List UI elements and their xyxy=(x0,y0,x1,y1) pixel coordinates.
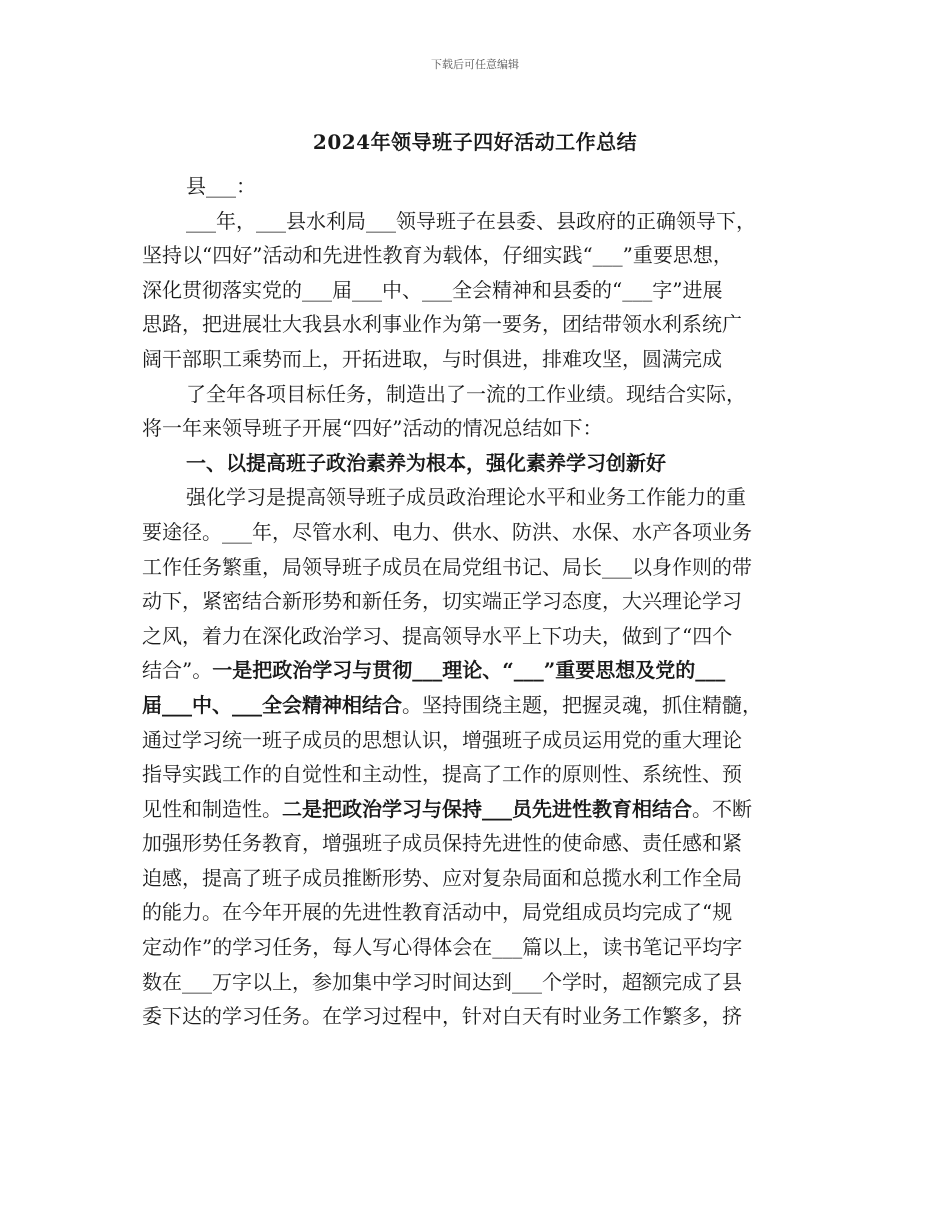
paragraph-line: 委下达的学习任务。在学习过程中，针对白天有时业务工作繁多，挤 xyxy=(142,1004,742,1029)
paragraph-line: 思路，把进展壮大我县水利事业作为第一要务，团结带领水利系统广 xyxy=(142,312,742,337)
paragraph-line: 强化学习是提高领导班子成员政治理论水平和业务工作能力的重 xyxy=(186,485,746,510)
paragraph-line: 动下，紧密结合新形势和新任务，切实端正学习态度，大兴理论学习 xyxy=(142,589,742,614)
paragraph-line: 坚持以“四好”活动和先进性教育为载体，仔细实践“___”重要思想， xyxy=(142,243,733,268)
header-note: 下载后可任意编辑 xyxy=(431,58,519,71)
paragraph-line xyxy=(142,688,822,723)
paragraph-line: ___年，___县水利局___领导班子在县委、县政府的正确领导下， xyxy=(186,208,756,233)
plain-text: 见性和制造性。 xyxy=(142,796,282,821)
salutation: 县___： xyxy=(186,174,256,198)
document-body xyxy=(142,169,822,1034)
section-heading-1: 一、以提高班子政治素养为根本，强化素养学习创新好 xyxy=(186,450,666,475)
plain-text: 结合”。 xyxy=(142,658,213,683)
paragraph-line: 数在___万字以上，参加集中学习时间达到___个学时，超额完成了县 xyxy=(142,969,742,994)
paragraph-line: 深化贯彻落实党的___届___中、___全会精神和县委的“___字”进展 xyxy=(142,277,723,302)
paragraph-line: 了全年各项目标任务，制造出了一流的工作业绩。现结合实际， xyxy=(186,381,746,406)
paragraph-line: 加强形势任务教育，增强班子成员保持先进性的使命感、责任感和紧 xyxy=(142,831,742,856)
paragraph-line: 指导实践工作的自觉性和主动性，提高了工作的原则性、系统性、预 xyxy=(142,762,742,787)
paragraph-line: 之风，着力在深化政治学习、提高领导水平上下功夫，做到了“四个 xyxy=(142,623,733,648)
paragraph-line xyxy=(142,653,822,688)
paragraph-line: 通过学习统一班子成员的思想认识，增强班子成员运用党的重大理论 xyxy=(142,727,742,752)
paragraph-line: 将一年来领导班子开展“四好”活动的情况总结如下： xyxy=(142,416,603,441)
plain-text: 。不断 xyxy=(692,796,752,821)
plain-text: 。坚持围绕主题，把握灵魂，抓住精髓， xyxy=(402,692,762,717)
bold-point-1: 一是把政治学习与贯彻___理论、“___”重要思想及党的___ xyxy=(212,658,726,683)
paragraph-line: 定动作”的学习任务，每人写心得体会在___篇以上，读书笔记平均字 xyxy=(142,935,743,960)
bold-point-1-cont: 届___中、___全会精神相结合 xyxy=(142,692,402,717)
document-title: 2024年领导班子四好活动工作总结 xyxy=(312,130,638,154)
paragraph-line: 迫感，提高了班子成员推断形势、应对复杂局面和总揽水利工作全局 xyxy=(142,865,742,890)
paragraph-line: 工作任务繁重，局领导班子成员在局党组书记、局长___以身作则的带 xyxy=(142,554,752,579)
bold-point-2: 二是把政治学习与保持___员先进性教育相结合 xyxy=(282,796,692,821)
paragraph-line: 要途径。___年，尽管水利、电力、供水、防洪、水保、水产各项业务 xyxy=(142,519,752,544)
paragraph-line: 的能力。在今年开展的先进性教育活动中，局党组成员均完成了“规 xyxy=(142,900,733,925)
paragraph-line xyxy=(142,792,822,827)
paragraph-line: 阔干部职工乘势而上，开拓进取，与时俱进，排难攻坚，圆满完成 xyxy=(142,346,722,371)
